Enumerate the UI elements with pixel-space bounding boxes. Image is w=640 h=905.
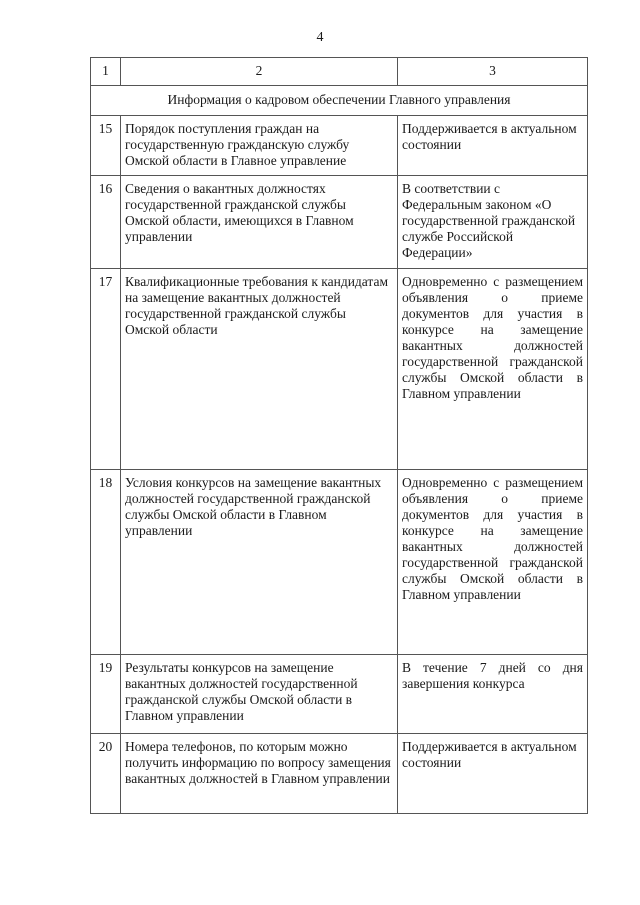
column-header-2: 2 [121, 58, 398, 86]
row-description: Номера телефонов, по которым можно получить информацию по вопросу замещения вакантных должностей в Главном управлении [121, 734, 398, 814]
table-row [91, 734, 588, 814]
row-description: Сведения о вакантных должностях государственной гражданской службы Омской области, имеющихся в Главном управлении [121, 176, 398, 269]
row-number: 19 [91, 655, 121, 734]
table-row [91, 116, 588, 176]
column-header-1: 1 [91, 58, 121, 86]
table-row [91, 176, 588, 269]
info-table [90, 57, 588, 814]
row-frequency: Одновременно с размещением объявления о приеме документов для участия в конкурсе на замещение вакантных должностей государственной гражданской службы Омской области в Главном управлении [398, 269, 588, 470]
table-row [91, 470, 588, 655]
row-frequency: Одновременно с размещением объявления о приеме документов для участия в конкурсе на замещение вакантных должностей государственной гражданской службы Омской области в Главном управлении [398, 470, 588, 655]
row-description: Результаты конкурсов на замещение вакантных должностей государственной гражданской службы Омской области в Главном управлении [121, 655, 398, 734]
row-number: 16 [91, 176, 121, 269]
table-header-row [91, 58, 588, 86]
page-number: 4 [316, 30, 324, 45]
column-header-3: 3 [398, 58, 588, 86]
row-description: Квалификационные требования к кандидатам на замещение вакантных должностей государственной гражданской службы Омской области [121, 269, 398, 470]
row-number: 20 [91, 734, 121, 814]
table-row [91, 655, 588, 734]
table-row [91, 269, 588, 470]
section-title: Информация о кадровом обеспечении Главного управления [91, 86, 588, 116]
row-frequency: Поддерживается в актуальном состоянии [398, 734, 588, 814]
row-number: 15 [91, 116, 121, 176]
row-number: 18 [91, 470, 121, 655]
row-frequency: В течение 7 дней со дня завершения конкурса [398, 655, 588, 734]
section-header-row [91, 86, 588, 116]
row-frequency: В соответствии с Федеральным законом «О государственной гражданской службе Российской Федерации» [398, 176, 588, 269]
row-description: Условия конкурсов на замещение вакантных должностей государственной гражданской службы Омской области в Главном управлении [121, 470, 398, 655]
row-description: Порядок поступления граждан на государственную гражданскую службу Омской области в Главное управление [121, 116, 398, 176]
row-frequency: Поддерживается в актуальном состоянии [398, 116, 588, 176]
row-number: 17 [91, 269, 121, 470]
